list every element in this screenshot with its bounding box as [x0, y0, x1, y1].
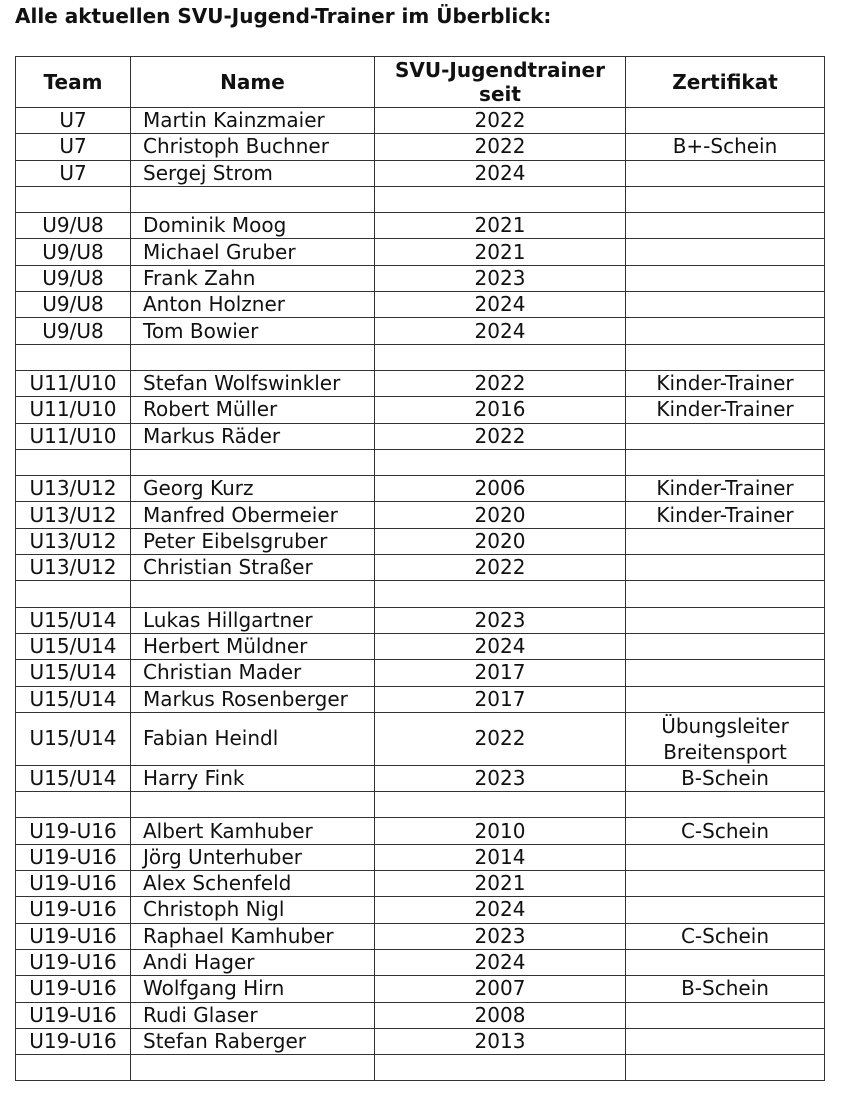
cert-cell: [626, 555, 825, 581]
table-row: [16, 213, 825, 239]
since-cell: 2023: [375, 607, 626, 633]
team-cell: U19-U16: [16, 1002, 131, 1028]
since-cell: [375, 1055, 626, 1081]
cert-cell: [626, 660, 825, 686]
table-row: [16, 397, 825, 423]
team-cell: U13/U12: [16, 528, 131, 554]
team-cell: U9/U8: [16, 239, 131, 265]
cert-cell: [626, 239, 825, 265]
team-cell: U7: [16, 134, 131, 160]
name-cell: Stefan Wolfswinkler: [131, 370, 375, 396]
team-cell: U15/U14: [16, 660, 131, 686]
cert-cell: B-Schein: [626, 976, 825, 1002]
since-cell: 2022: [375, 423, 626, 449]
cert-cell: C-Schein: [626, 923, 825, 949]
name-cell: Lukas Hillgartner: [131, 607, 375, 633]
name-cell: Christoph Nigl: [131, 897, 375, 923]
cert-cell: [626, 528, 825, 554]
name-cell: [131, 186, 375, 212]
name-cell: Herbert Müldner: [131, 633, 375, 659]
name-cell: Christoph Buchner: [131, 134, 375, 160]
header-cert: Zertifikat: [626, 57, 825, 108]
table-row: [16, 765, 825, 791]
name-cell: Harry Fink: [131, 765, 375, 791]
table-row: [16, 1028, 825, 1054]
cert-cell: C-Schein: [626, 818, 825, 844]
name-cell: Andi Hager: [131, 949, 375, 975]
cert-line2: Breitensport: [663, 739, 787, 764]
since-cell: 2024: [375, 318, 626, 344]
cert-cell: [626, 897, 825, 923]
name-cell: Dominik Moog: [131, 213, 375, 239]
table-row: [16, 502, 825, 528]
name-cell: Raphael Kamhuber: [131, 923, 375, 949]
team-cell: [16, 792, 131, 818]
team-cell: U9/U8: [16, 265, 131, 291]
since-cell: 2022: [375, 134, 626, 160]
cert-cell: [626, 265, 825, 291]
table-row: [16, 160, 825, 186]
since-cell: 2022: [375, 555, 626, 581]
cert-cell: [626, 1002, 825, 1028]
table-row: [16, 686, 825, 712]
table-row: [16, 897, 825, 923]
team-cell: U15/U14: [16, 686, 131, 712]
since-cell: 2023: [375, 765, 626, 791]
team-cell: U19-U16: [16, 923, 131, 949]
table-row: [16, 318, 825, 344]
since-cell: 2021: [375, 871, 626, 897]
cert-cell: [626, 160, 825, 186]
name-cell: Christian Mader: [131, 660, 375, 686]
name-cell: [131, 344, 375, 370]
trainer-table: [15, 56, 825, 1081]
cert-cell: [626, 607, 825, 633]
since-cell: [375, 449, 626, 475]
table-row: [16, 949, 825, 975]
header-name: Name: [131, 57, 375, 108]
table-row: [16, 186, 825, 212]
team-cell: U13/U12: [16, 555, 131, 581]
name-cell: [131, 792, 375, 818]
name-cell: [131, 581, 375, 607]
since-cell: 2010: [375, 818, 626, 844]
name-cell: Jörg Unterhuber: [131, 844, 375, 870]
team-cell: U19-U16: [16, 949, 131, 975]
cert-cell: [626, 581, 825, 607]
since-cell: 2020: [375, 502, 626, 528]
cert-cell: [626, 712, 825, 765]
header-team: Team: [16, 57, 131, 108]
cert-cell: [626, 1028, 825, 1054]
cert-cell: Kinder-Trainer: [626, 476, 825, 502]
cert-cell: [626, 792, 825, 818]
table-row: [16, 449, 825, 475]
table-row: [16, 660, 825, 686]
header-since: [375, 57, 626, 108]
since-cell: 2022: [375, 108, 626, 134]
team-cell: U19-U16: [16, 844, 131, 870]
name-cell: Markus Räder: [131, 423, 375, 449]
cert-cell: Kinder-Trainer: [626, 502, 825, 528]
table-row: [16, 923, 825, 949]
team-cell: U7: [16, 108, 131, 134]
team-cell: [16, 581, 131, 607]
name-cell: Robert Müller: [131, 397, 375, 423]
since-cell: 2023: [375, 265, 626, 291]
header-since-line1: SVU-Jugendtrainer: [395, 58, 605, 82]
since-cell: 2017: [375, 660, 626, 686]
team-cell: U11/U10: [16, 397, 131, 423]
cert-cell: [626, 844, 825, 870]
since-cell: 2013: [375, 1028, 626, 1054]
name-cell: Martin Kainzmaier: [131, 108, 375, 134]
team-cell: U15/U14: [16, 633, 131, 659]
table-row: [16, 239, 825, 265]
cert-cell: [626, 318, 825, 344]
team-cell: U19-U16: [16, 871, 131, 897]
table-row: [16, 818, 825, 844]
cert-cell: Kinder-Trainer: [626, 370, 825, 396]
name-cell: Markus Rosenberger: [131, 686, 375, 712]
team-cell: U11/U10: [16, 423, 131, 449]
name-cell: Anton Holzner: [131, 292, 375, 318]
table-row: [16, 607, 825, 633]
team-cell: U13/U12: [16, 502, 131, 528]
since-cell: 2022: [375, 370, 626, 396]
table-row: [16, 871, 825, 897]
since-cell: 2022: [375, 712, 626, 765]
table-row: [16, 134, 825, 160]
table-row: [16, 712, 825, 765]
table-row: [16, 265, 825, 291]
since-cell: 2024: [375, 897, 626, 923]
since-cell: [375, 344, 626, 370]
team-cell: U7: [16, 160, 131, 186]
name-cell: Michael Gruber: [131, 239, 375, 265]
cert-cell: [626, 213, 825, 239]
team-cell: U15/U14: [16, 607, 131, 633]
name-cell: Georg Kurz: [131, 476, 375, 502]
team-cell: U19-U16: [16, 1028, 131, 1054]
cert-cell: [626, 1055, 825, 1081]
since-cell: [375, 792, 626, 818]
since-cell: 2024: [375, 949, 626, 975]
cert-line1: Übungsleiter: [661, 713, 789, 738]
team-cell: U15/U14: [16, 765, 131, 791]
name-cell: Alex Schenfeld: [131, 871, 375, 897]
cert-cell: [626, 344, 825, 370]
since-cell: 2006: [375, 476, 626, 502]
table-row: [16, 976, 825, 1002]
team-cell: U15/U14: [16, 712, 131, 765]
since-cell: [375, 186, 626, 212]
name-cell: Wolfgang Hirn: [131, 976, 375, 1002]
cert-cell: B+-Schein: [626, 134, 825, 160]
table-row: [16, 633, 825, 659]
cert-cell: [626, 633, 825, 659]
cert-cell: [626, 186, 825, 212]
name-cell: Tom Bowier: [131, 318, 375, 344]
name-cell: Stefan Raberger: [131, 1028, 375, 1054]
since-cell: 2016: [375, 397, 626, 423]
table-row: [16, 1055, 825, 1081]
team-cell: U13/U12: [16, 476, 131, 502]
name-cell: Rudi Glaser: [131, 1002, 375, 1028]
cert-cell: Kinder-Trainer: [626, 397, 825, 423]
since-cell: 2024: [375, 160, 626, 186]
team-cell: U9/U8: [16, 213, 131, 239]
since-cell: [375, 581, 626, 607]
team-cell: [16, 449, 131, 475]
since-cell: 2008: [375, 1002, 626, 1028]
since-cell: 2023: [375, 923, 626, 949]
table-row: [16, 555, 825, 581]
name-cell: Peter Eibelsgruber: [131, 528, 375, 554]
table-row: [16, 476, 825, 502]
table-row: [16, 581, 825, 607]
name-cell: Frank Zahn: [131, 265, 375, 291]
header-since-line2: seit: [479, 82, 521, 106]
cert-cell: [626, 108, 825, 134]
team-cell: [16, 344, 131, 370]
table-row: [16, 344, 825, 370]
table-header-row: [16, 57, 825, 108]
since-cell: 2021: [375, 213, 626, 239]
table-row: [16, 423, 825, 449]
name-cell: Fabian Heindl: [131, 712, 375, 765]
name-cell: [131, 449, 375, 475]
cert-cell: [626, 292, 825, 318]
cert-cell: B-Schein: [626, 765, 825, 791]
name-cell: Sergej Strom: [131, 160, 375, 186]
team-cell: U19-U16: [16, 897, 131, 923]
since-cell: 2017: [375, 686, 626, 712]
table-row: [16, 792, 825, 818]
table-row: [16, 292, 825, 318]
since-cell: 2007: [375, 976, 626, 1002]
cert-cell: [626, 871, 825, 897]
team-cell: U9/U8: [16, 292, 131, 318]
team-cell: U19-U16: [16, 976, 131, 1002]
since-cell: 2021: [375, 239, 626, 265]
cert-cell: [626, 686, 825, 712]
name-cell: Christian Straßer: [131, 555, 375, 581]
page-title: Alle aktuellen SVU-Jugend-Trainer im Überblick:: [15, 4, 552, 28]
since-cell: 2020: [375, 528, 626, 554]
name-cell: Manfred Obermeier: [131, 502, 375, 528]
table-row: [16, 1002, 825, 1028]
team-cell: [16, 1055, 131, 1081]
team-cell: U19-U16: [16, 818, 131, 844]
since-cell: 2024: [375, 292, 626, 318]
team-cell: U9/U8: [16, 318, 131, 344]
cert-cell: [626, 949, 825, 975]
table-row: [16, 370, 825, 396]
name-cell: [131, 1055, 375, 1081]
cert-cell: [626, 423, 825, 449]
table-row: [16, 844, 825, 870]
since-cell: 2024: [375, 633, 626, 659]
team-cell: U11/U10: [16, 370, 131, 396]
table-row: [16, 108, 825, 134]
cert-cell: [626, 449, 825, 475]
since-cell: 2014: [375, 844, 626, 870]
team-cell: [16, 186, 131, 212]
name-cell: Albert Kamhuber: [131, 818, 375, 844]
table-row: [16, 528, 825, 554]
